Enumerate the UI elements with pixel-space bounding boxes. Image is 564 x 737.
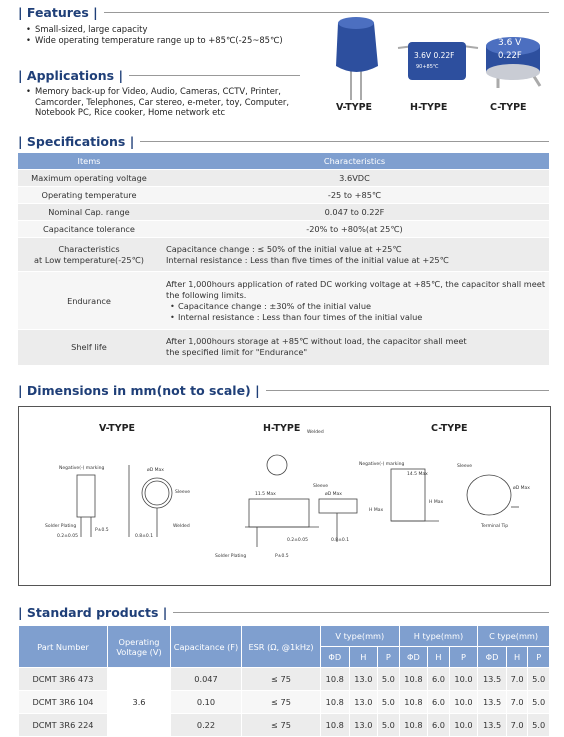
- svg-text:90+85℃: 90+85℃: [416, 64, 439, 70]
- specifications-heading: | Specifications |: [18, 133, 549, 149]
- svg-text:H Max: H Max: [429, 500, 444, 505]
- table-row: Capacitance tolerance -20% to +80%(at 25℃): [18, 221, 549, 238]
- svg-text:11.5 Max: 11.5 Max: [255, 492, 276, 497]
- svg-text:Sleeve: Sleeve: [313, 484, 329, 489]
- table-row: Endurance After 1,000hours application of rated DC working voltage at +85℃, the capacitor shall meet the following limits. • Capacitance change : ±30% of the initial value • Internal resistance : Less than four times of the initial value: [18, 272, 549, 330]
- svg-text:Welded: Welded: [307, 430, 324, 435]
- svg-text:0.2±0.05: 0.2±0.05: [57, 534, 78, 539]
- svg-text:0.22F: 0.22F: [498, 51, 522, 61]
- svg-text:øD Max: øD Max: [513, 486, 530, 491]
- svg-text:Terminal Tip: Terminal Tip: [481, 524, 509, 529]
- dim-h-type-label: H-TYPE: [263, 423, 301, 434]
- svg-text:P±0.5: P±0.5: [275, 554, 289, 559]
- standard-products-table: Part Number Operating Voltage (V) Capacitance (F) ESR (Ω, @1kHz) V type(mm) H type(mm) C type(mm) ΦD H P ΦD H P ΦD H P DCMT 3R6 473 3.6 0.047 ≤ 75 10.8 13.0 5.0 10.8 6.0 10.0 13.5 7.0 5.0 DCMT 3R6 104 0.10 ≤ 75 10.8 13.0 5.0 10.8 6.0 10.0 13.5 7.0 5.0 DCMT 3R6 224 0.22 ≤ 75 10.8 13.0 5.0 10.8 6.0 10.0 13.5 7.0 5.0: [18, 625, 550, 737]
- table-row: Operating temperature -25 to +85℃: [18, 187, 549, 204]
- table-row: Maximum operating voltage 3.6VDC: [18, 170, 549, 187]
- dim-c-type-label: C-TYPE: [431, 423, 468, 434]
- svg-text:H Max: H Max: [369, 508, 384, 513]
- applications-heading: | Applications |: [18, 67, 300, 83]
- table-row: Characteristics at Low temperature(-25℃) Capacitance change : ≤ 50% of the initial value at +25℃ Internal resistance : Less than five times of the initial value at +25℃: [18, 238, 549, 272]
- standard-products-heading: | Standard products |: [18, 604, 549, 620]
- c-type-photo: [486, 37, 540, 88]
- table-header: Items: [18, 153, 160, 170]
- specifications-table: [18, 153, 549, 365]
- h-type-photo: [398, 42, 478, 80]
- table-row: Shelf life After 1,000hours storage at +85℃ without load, the capacitor shall meet the specified limit for "Endurance": [18, 330, 549, 365]
- v-type-photo: [336, 17, 378, 100]
- svg-text:0.8±0.1: 0.8±0.1: [331, 538, 350, 543]
- dimension-diagrams: [19, 407, 550, 585]
- svg-text:Sleeve: Sleeve: [175, 490, 191, 495]
- table-header: Characteristics: [160, 153, 549, 170]
- h-type-label: H-TYPE: [410, 102, 448, 113]
- svg-text:0.8±0.1: 0.8±0.1: [135, 534, 154, 539]
- svg-text:P±0.5: P±0.5: [95, 528, 109, 533]
- svg-text:Negative(-) marking: Negative(-) marking: [359, 462, 405, 467]
- svg-text:Welded: Welded: [173, 524, 190, 529]
- svg-text:14.5 Max: 14.5 Max: [407, 472, 428, 477]
- table-row: DCMT 3R6 473 3.6 0.047 ≤ 75 10.8 13.0 5.0 10.8 6.0 10.0 13.5 7.0 5.0: [19, 668, 550, 691]
- dimensions-drawings: [18, 406, 551, 586]
- list-item: • Memory back-up for Video, Audio, Cameras, CCTV, Printer, Camcorder, Telephones, Car stereo, e-meter, toy, Computer, Notebook PC, Rice cooker, Home network etc: [26, 86, 296, 118]
- svg-text:Sleeve: Sleeve: [457, 464, 473, 469]
- c-type-label: C-TYPE: [490, 102, 527, 113]
- list-item: • Small-sized, large capacity: [26, 24, 316, 35]
- dimensions-heading: | Dimensions in mm(not to scale) |: [18, 382, 549, 398]
- table-row: DCMT 3R6 104 0.10 ≤ 75 10.8 13.0 5.0 10.8 6.0 10.0 13.5 7.0 5.0: [19, 691, 550, 714]
- svg-text:0.2±0.05: 0.2±0.05: [287, 538, 308, 543]
- table-row: Nominal Cap. range 0.047 to 0.22F: [18, 204, 549, 221]
- svg-text:Solder Plating: Solder Plating: [45, 524, 77, 529]
- svg-text:3.6V 0.22F: 3.6V 0.22F: [414, 51, 455, 60]
- svg-text:Negative(-) marking: Negative(-) marking: [59, 466, 105, 471]
- applications-list: [26, 86, 296, 118]
- table-row: DCMT 3R6 224 0.22 ≤ 75 10.8 13.0 5.0 10.8 6.0 10.0 13.5 7.0 5.0: [19, 714, 550, 737]
- features-list: [26, 24, 316, 45]
- v-type-label: V-TYPE: [336, 102, 373, 113]
- dim-v-type-label: V-TYPE: [99, 423, 136, 434]
- svg-text:øD Max: øD Max: [325, 492, 342, 497]
- product-photos: [318, 8, 554, 108]
- svg-text:3.6 V: 3.6 V: [498, 38, 522, 48]
- svg-text:øD Max: øD Max: [147, 468, 164, 473]
- features-heading: | Features |: [18, 4, 549, 20]
- svg-text:Solder Plating: Solder Plating: [215, 554, 247, 559]
- list-item: • Wide operating temperature range up to +85℃(-25~85℃): [26, 35, 316, 46]
